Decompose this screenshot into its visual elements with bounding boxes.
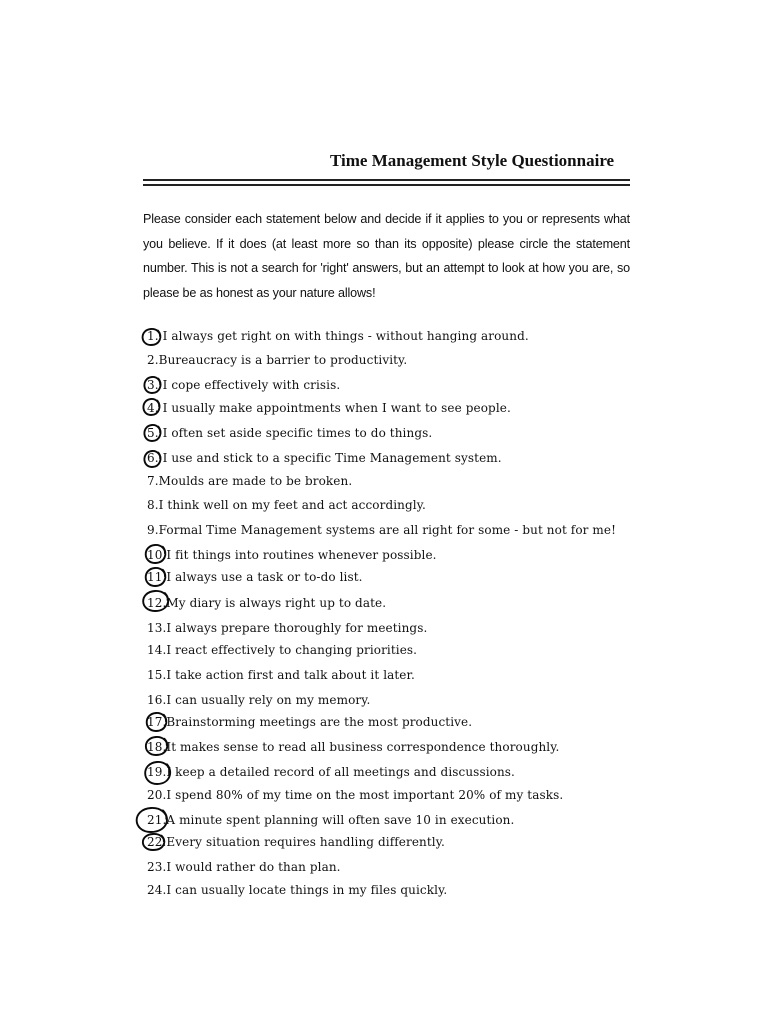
intro-paragraph: Please consider each statement below and decide if it applies to you or represents what you believe. If it does (at least more so than its opposite) please circle the statement number. This is not a search for 'right' answers, but an attempt to look at how you are, so please be as honest as your nature allows!: [143, 212, 630, 300]
statement-item: 13.I always prepare thoroughly for meetings.: [147, 621, 428, 635]
statement-item: 18.It makes sense to read all business correspondence thoroughly.: [147, 740, 560, 754]
statement-item: 12.My diary is always right up to date.: [147, 596, 387, 610]
statement-item: 22.Every situation requires handling differently.: [147, 835, 445, 849]
statement-list: [147, 0, 627, 1024]
statement-item: 17.Brainstorming meetings are the most productive.: [147, 715, 473, 729]
statement-item: 14.I react effectively to changing priorities.: [147, 643, 418, 657]
statement-item: 4. I usually make appointments when I want to see people.: [147, 401, 511, 415]
statement-item: 10.I fit things into routines whenever possible.: [147, 548, 437, 562]
statement-item: 5. I often set aside specific times to do things.: [147, 426, 433, 440]
statement-item: 24.I can usually locate things in my files quickly.: [147, 883, 448, 897]
statement-item: 15.I take action first and talk about it later.: [147, 668, 415, 682]
statement-item: 19.I keep a detailed record of all meetings and discussions.: [147, 765, 515, 779]
statement-item: 8.I think well on my feet and act accordingly.: [147, 498, 426, 512]
statement-item: 21.A minute spent planning will often save 10 in execution.: [147, 813, 515, 827]
statement-item: 3. I cope effectively with crisis.: [147, 378, 341, 392]
statement-item: 2.Bureaucracy is a barrier to productivity.: [147, 353, 408, 367]
document-title: Time Management Style Questionnaire: [330, 151, 615, 170]
statement-item: 16.I can usually rely on my memory.: [147, 693, 371, 707]
statement-item: 11.I always use a task or to-do list.: [147, 570, 363, 584]
statement-item: 9.Formal Time Management systems are all right for some - but not for me!: [147, 523, 617, 537]
statement-item: 23.I would rather do than plan.: [147, 860, 341, 874]
statement-item: 20.I spend 80% of my time on the most important 20% of my tasks.: [147, 788, 564, 802]
statement-item: 1. I always get right on with things - without hanging around.: [147, 329, 529, 343]
statement-item: 6. I use and stick to a specific Time Management system.: [147, 451, 502, 465]
statement-item: 7.Moulds are made to be broken.: [147, 474, 353, 488]
